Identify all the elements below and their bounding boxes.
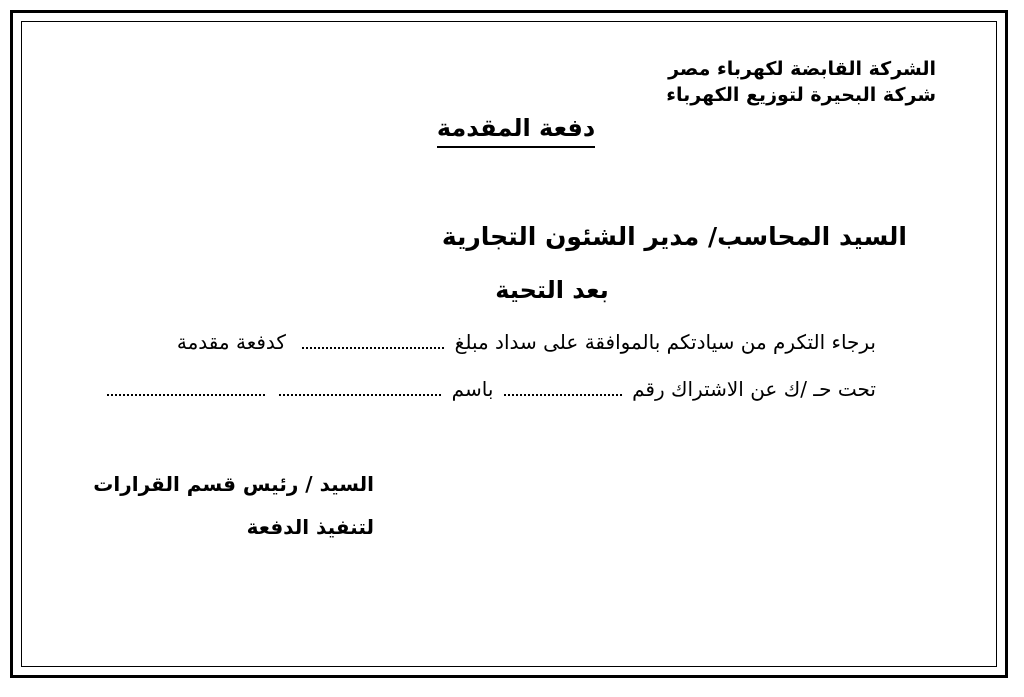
document-title: دفعة المقدمة xyxy=(437,112,595,148)
name-blank-1[interactable] xyxy=(279,388,441,396)
request-text-1: برجاء التكرم من سيادتكم بالموافقة على سداد مبلغ xyxy=(454,330,876,354)
amount-blank[interactable] xyxy=(302,341,444,349)
company-holding-name: الشركة القابضة لكهرباء مصر xyxy=(668,58,936,80)
addressee-line: السيد المحاسب/ مدير الشئون التجارية xyxy=(441,222,907,251)
request-line-2 xyxy=(103,377,876,401)
signature-title: السيد / رئيس قسم القرارات xyxy=(93,472,374,496)
greeting: بعد التحية xyxy=(495,276,609,304)
name-blank-2[interactable] xyxy=(107,388,265,396)
company-branch-name: شركة البحيرة لتوزيع الكهرباء xyxy=(666,84,936,106)
name-label: باسم xyxy=(451,377,494,401)
greeting-row xyxy=(0,276,1024,304)
account-text: تحت حـ /ك عن الاشتراك رقم xyxy=(632,377,876,401)
request-text-2: كدفعة مقدمة xyxy=(176,330,286,354)
request-line-1 xyxy=(177,330,876,354)
signature-note: لتنفيذ الدفعة xyxy=(246,515,374,539)
document-title-row xyxy=(0,112,1024,148)
subscription-number-blank[interactable] xyxy=(504,388,622,396)
